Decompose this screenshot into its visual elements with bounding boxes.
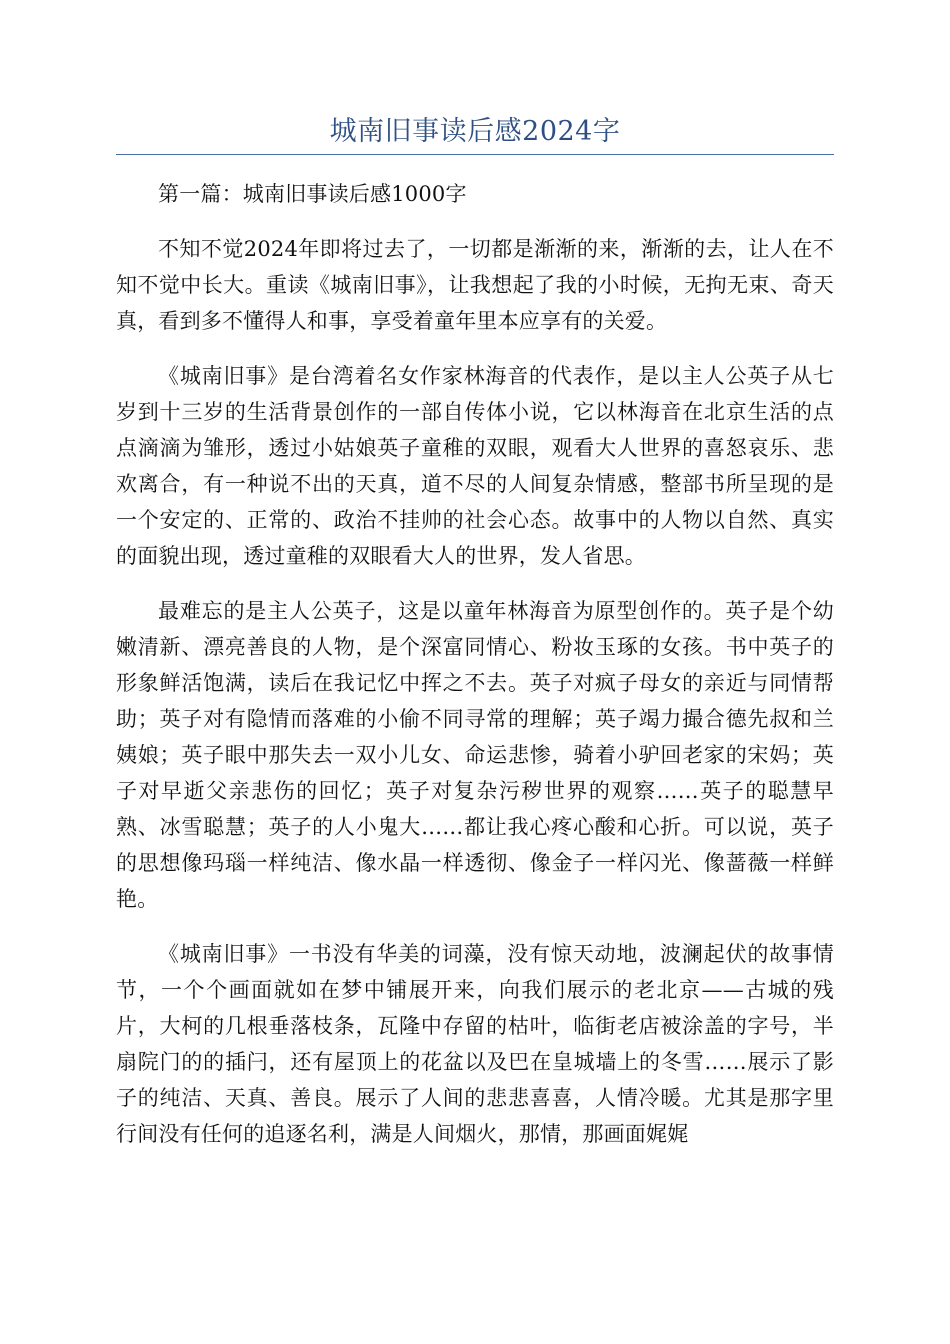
document-body <box>116 176 834 1171</box>
paragraph-3: 最难忘的是主人公英子，这是以童年林海音为原型创作的。英子是个幼嫩清新、漂亮善良的人物，是个深富同情心、粉妆玉琢的女孩。书中英子的形象鲜活饱满，读后在我记忆中挥之不去。英子对疯子母女的亲近与同情帮助；英子对有隐情而落难的小偷不同寻常的理解；英子竭力撮合德先叔和兰姨娘；英子眼中那失去一双小儿女、命运悲惨，骑着小驴回老家的宋妈；英子对早逝父亲悲伤的回忆；英子对复杂污秽世界的观察……英子的聪慧早熟、冰雪聪慧；英子的人小鬼大……都让我心疼心酸和心折。可以说，英子的思想像玛瑙一样纯洁、像水晶一样透彻、像金子一样闪光、像蔷薇一样鲜艳。 <box>116 599 834 911</box>
paragraph-4: 《城南旧事》一书没有华美的词藻，没有惊天动地，波澜起伏的故事情节，一个个画面就如在梦中铺展开来，向我们展示的老北京——古城的残片，大柯的几根垂落枝条，瓦隆中存留的枯叶，临街老店被涂盖的字号，半扇院门的的插闩，还有屋顶上的花盆以及巴在皇城墙上的冬雪……展示了影子的纯洁、天真、善良。展示了人间的悲悲喜喜，人情冷暖。尤其是那字里行间没有任何的追逐名利，满是人间烟火，那情，那画面娓娓 <box>116 942 834 1146</box>
paragraph-2: 《城南旧事》是台湾着名女作家林海音的代表作，是以主人公英子从七岁到十三岁的生活背景创作的一部自传体小说，它以林海音在北京生活的点点滴滴为雏形，透过小姑娘英子童稚的双眼，观看大人世界的喜怒哀乐、悲欢离合，有一种说不出的天真，道不尽的人间复杂情感，整部书所呈现的是一个安定的、正常的、政治不挂帅的社会心态。故事中的人物以自然、真实的面貌出现，透过童稚的双眼看大人的世界，发人省思。 <box>116 364 834 568</box>
paragraph-1: 不知不觉2024年即将过去了，一切都是渐渐的来，渐渐的去，让人在不知不觉中长大。重读《城南旧事》，让我想起了我的小时候，无拘无束、奇天真，看到多不懂得人和事，享受着童年里本应享有的关爱。 <box>116 237 834 333</box>
document-title: 城南旧事读后感2024字 <box>329 116 621 147</box>
title-underline <box>116 154 834 155</box>
section-heading: 第一篇：城南旧事读后感1000字 <box>158 182 467 206</box>
